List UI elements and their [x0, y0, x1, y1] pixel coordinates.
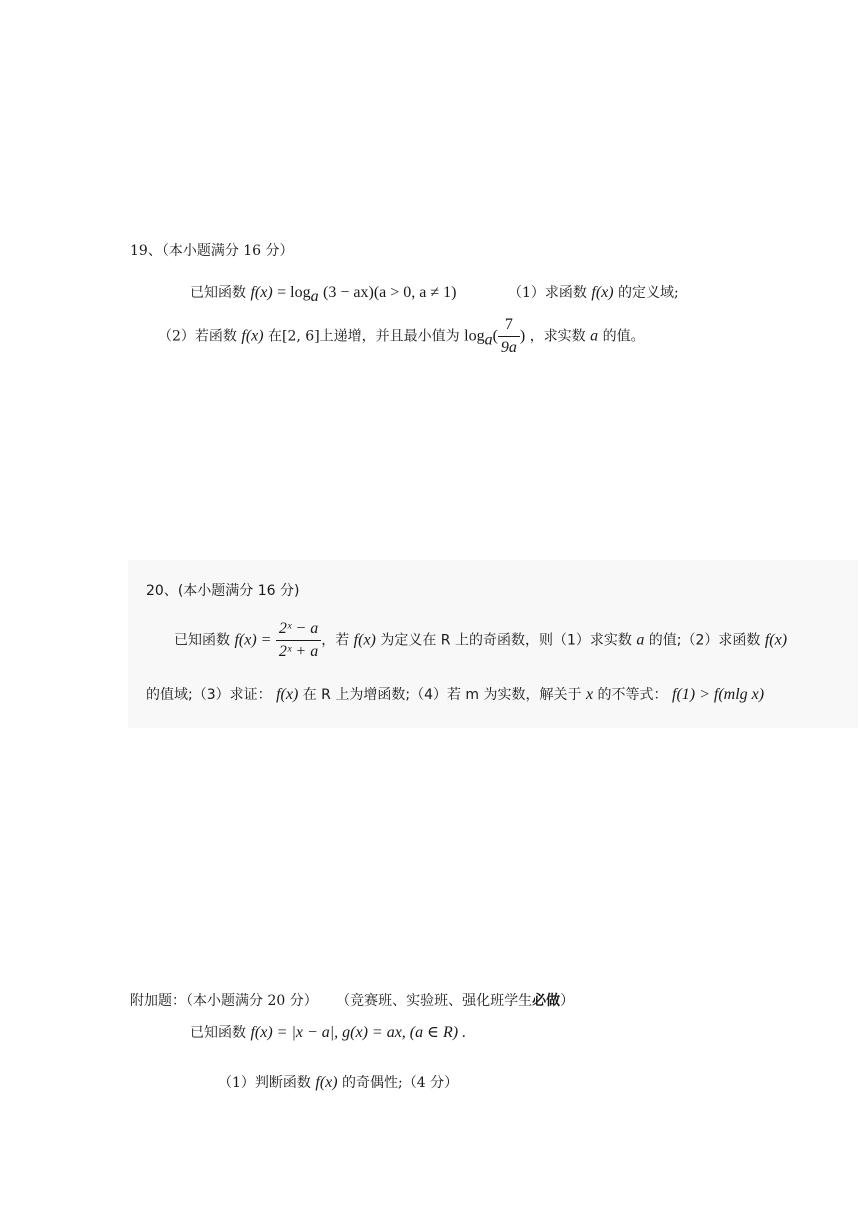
extra-part-1-prefix: （1）判断函数: [218, 1075, 311, 1091]
extra-heading-score: 附加题：（本小题满分 20 分）: [130, 993, 318, 1009]
function-f-x: f(x): [250, 284, 273, 301]
part-1-prefix: （1）求函数: [508, 285, 587, 301]
log-base: a: [484, 331, 493, 349]
fraction-numerator: 7: [498, 314, 520, 337]
part-2-end: 的值。: [602, 328, 645, 345]
problem-20-line-2: [146, 684, 764, 704]
extra-heading-required: 必做: [532, 993, 561, 1009]
extra-problem-definition: [190, 1022, 466, 1042]
log-argument: (3 − ax)(a > 0, a ≠ 1): [323, 284, 457, 301]
clause-3: 的值;（2）求函数: [648, 632, 761, 649]
clause-1: ，若: [321, 632, 350, 649]
log-expression: = log: [277, 284, 311, 301]
fraction-7-over-9a: [498, 314, 520, 359]
function-f-x: f(x): [353, 631, 376, 649]
line-2-a: 的值域;（3）求证：: [146, 687, 272, 703]
problem-20-block: [128, 560, 858, 728]
part-2-prefix: （2）若函数: [158, 328, 237, 345]
problem-19-definition: [190, 282, 456, 306]
line-2-b: 在 R 上为增函数;（4）若 m 为实数，解关于: [302, 687, 582, 703]
problem-20-line-1: [174, 618, 787, 663]
fraction-denominator: 2ˣ + a: [278, 643, 319, 660]
extra-problem-heading: [130, 990, 574, 1010]
variable-a: a: [590, 327, 599, 345]
function-f-x: f(x): [591, 284, 614, 301]
fraction-denominator: 9a: [500, 339, 517, 356]
function-f-x: f(x): [764, 631, 788, 649]
fraction-2x-minus-a-over-2x-plus-a: [276, 618, 321, 663]
function-f-x: f(x) =: [234, 631, 272, 649]
log-label: log: [464, 327, 485, 345]
clause-2: 为定义在 R 上的奇函数，则（1）求实数: [380, 632, 632, 649]
fraction-numerator: 2ˣ − a: [276, 618, 321, 641]
extra-part-1-suffix: 的奇偶性;（4 分）: [342, 1075, 459, 1091]
function-definitions: f(x) = |x − a|, g(x) = ax, (a ∈ R) .: [250, 1024, 467, 1041]
inequality: f(1) > f(mlg x): [672, 686, 765, 703]
variable-a: a: [636, 631, 645, 649]
part-1-suffix: 的定义域;: [618, 285, 679, 301]
problem-19-heading: 19、（本小题满分 16 分）: [130, 243, 294, 259]
problem-19-part-1: [508, 282, 679, 302]
problem-19-intro: 已知函数: [190, 285, 246, 301]
function-f-x: f(x): [241, 327, 264, 345]
problem-20-intro: 已知函数: [174, 632, 230, 649]
part-2-mid: 在[2, 6]上递增，并且最小值为: [268, 328, 460, 345]
function-f-x: f(x): [315, 1074, 338, 1091]
problem-20-heading: 20、(本小题满分 16 分): [146, 583, 300, 599]
extra-intro: 已知函数: [190, 1025, 246, 1041]
line-2-c: 的不等式：: [597, 687, 668, 703]
part-2-suffix: ，求实数: [529, 328, 586, 345]
extra-heading-close: ）: [560, 993, 575, 1009]
extra-problem-part-1: [218, 1072, 458, 1092]
function-f-x: f(x): [276, 686, 299, 703]
variable-x: x: [585, 686, 594, 703]
extra-heading-audience: （竞赛班、实验班、强化班学生: [336, 993, 533, 1009]
log-base: a: [310, 287, 319, 305]
problem-19-part-2: （2）若函数 f(x) 在[2, 6]上递增，并且最小值为 $\log_a$( $\frac{7}{9a}$ ) ，求实数 a 的值。: [158, 314, 645, 359]
